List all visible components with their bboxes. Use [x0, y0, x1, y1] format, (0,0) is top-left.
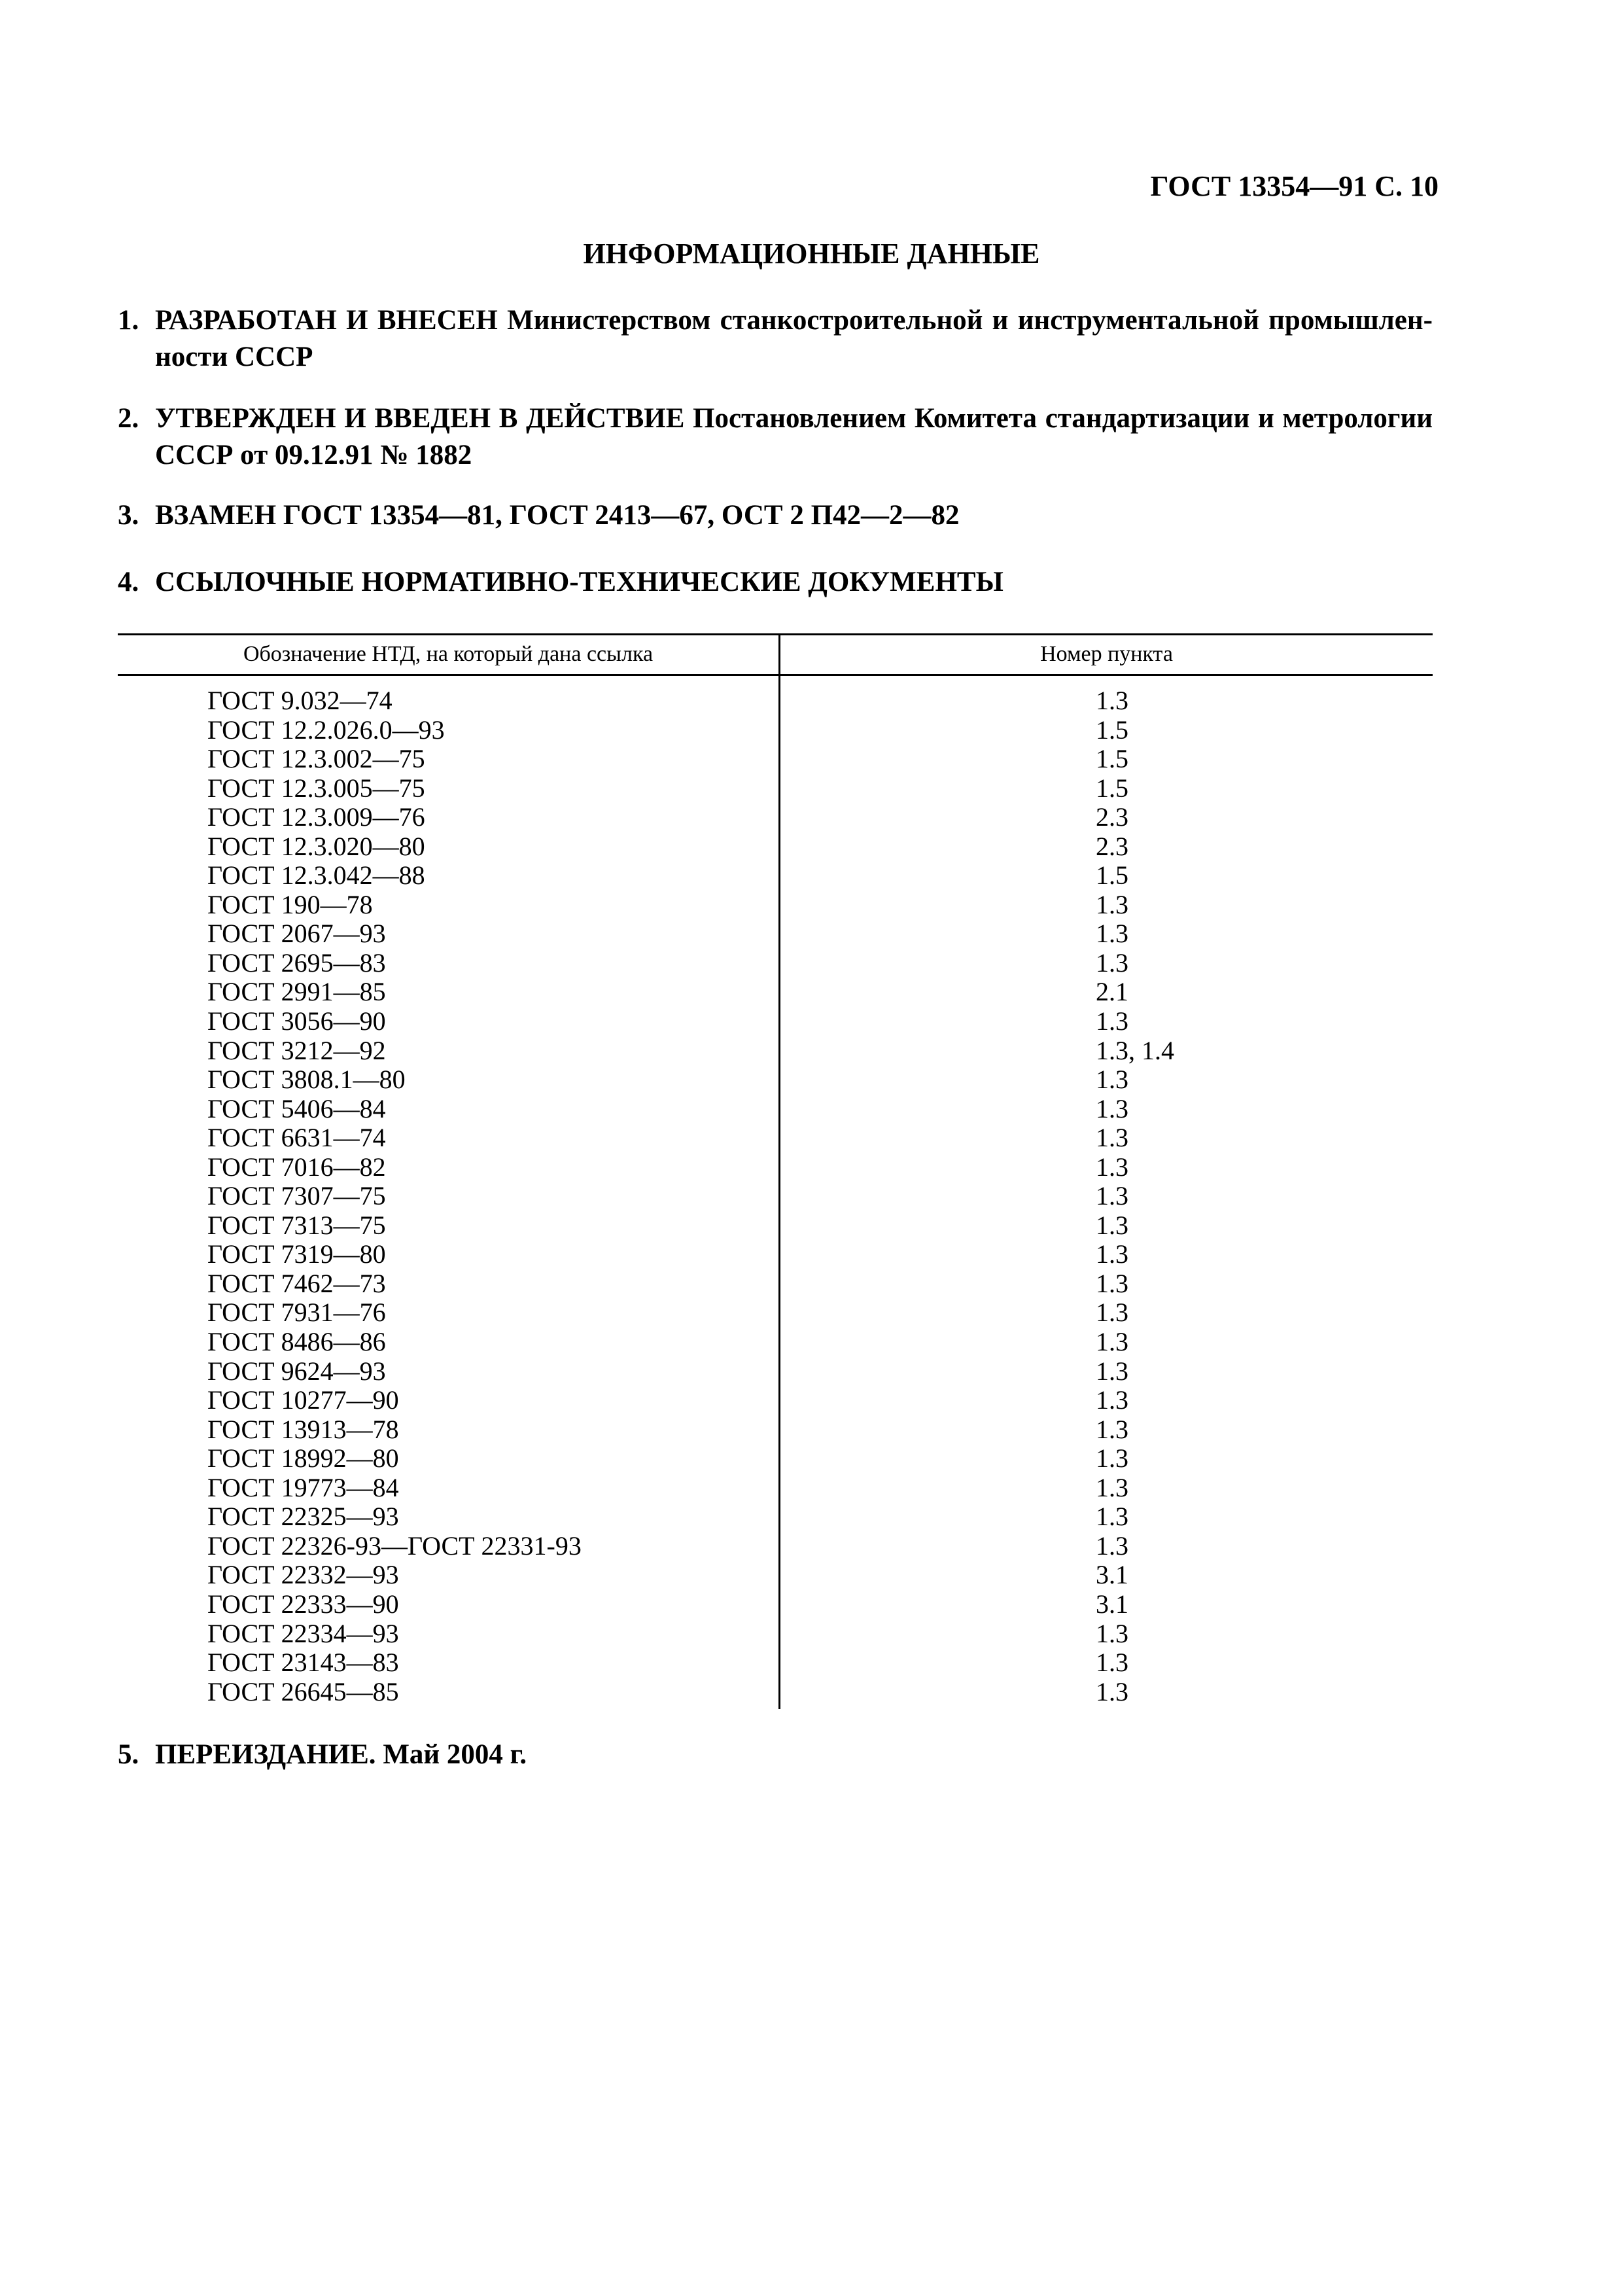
references-table — [118, 633, 1433, 1706]
table-row — [118, 832, 1433, 862]
cell-document: ГОСТ 7931—76 — [207, 1298, 386, 1328]
cell-clause: 1.3 — [1096, 1530, 1128, 1561]
cell-document: ГОСТ 10277—90 — [207, 1385, 399, 1415]
cell-document: ГОСТ 13913—78 — [207, 1414, 399, 1444]
cell-clause: 1.3 — [1096, 1210, 1128, 1240]
cell-document: ГОСТ 12.2.026.0—93 — [207, 715, 445, 745]
item-body: Постановлением Комитета стандартизации и метрологии СССР от 09.12.91 № 1882 — [155, 403, 1433, 470]
cell-clause: 1.3 — [1096, 1268, 1128, 1298]
table-row — [118, 1123, 1433, 1153]
table-row — [118, 1153, 1433, 1182]
cell-clause: 1.3 — [1096, 1414, 1128, 1444]
table-row — [118, 1561, 1433, 1590]
cell-document: ГОСТ 7462—73 — [207, 1268, 386, 1298]
table-row — [118, 1678, 1433, 1707]
cell-document: ГОСТ 8486—86 — [207, 1327, 386, 1357]
cell-document: ГОСТ 3212—92 — [207, 1035, 386, 1065]
cell-clause: 2.3 — [1096, 831, 1128, 861]
cell-clause: 1.3 — [1096, 1385, 1128, 1415]
cell-document: ГОСТ 12.3.042—88 — [207, 860, 425, 891]
cell-document: ГОСТ 3056—90 — [207, 1006, 386, 1036]
table-row — [118, 1328, 1433, 1357]
cell-clause: 1.3 — [1096, 1443, 1128, 1474]
table-row — [118, 1240, 1433, 1269]
table-header-rule — [118, 674, 1433, 676]
cell-clause: 1.3 — [1096, 1123, 1128, 1153]
table-row — [118, 1474, 1433, 1503]
item-lead: ПЕРЕИЗДАНИЕ. — [155, 1739, 376, 1770]
cell-document: ГОСТ 12.3.002—75 — [207, 744, 425, 774]
cell-document: ГОСТ 190—78 — [207, 889, 373, 919]
info-item-approved — [118, 400, 1433, 474]
table-row — [118, 1269, 1433, 1299]
cell-clause: 1.3 — [1096, 1181, 1128, 1211]
table-row — [118, 919, 1433, 949]
cell-clause: 2.3 — [1096, 802, 1128, 832]
item-number: 5. — [118, 1739, 139, 1770]
table-row — [118, 1532, 1433, 1561]
cell-clause: 1.3 — [1096, 1327, 1128, 1357]
cell-clause: 1.3 — [1096, 1648, 1128, 1678]
item-number: 2. — [118, 403, 139, 434]
item-lead: РАЗРАБОТАН И ВНЕСЕН — [155, 305, 498, 336]
cell-document: ГОСТ 12.3.020—80 — [207, 831, 425, 861]
cell-document: ГОСТ 22333—90 — [207, 1589, 399, 1619]
cell-clause: 1.3 — [1096, 1356, 1128, 1386]
table-row — [118, 803, 1433, 832]
cell-clause: 1.5 — [1096, 860, 1128, 891]
item-lead: ССЫЛОЧНЫЕ НОРМАТИВНО-ТЕХНИЧЕСКИЕ ДОКУМЕНТЫ — [155, 567, 1003, 597]
table-row — [118, 949, 1433, 978]
cell-clause: 1.3, 1.4 — [1096, 1035, 1174, 1065]
item-number: 1. — [118, 305, 139, 336]
cell-clause: 1.3 — [1096, 1006, 1128, 1036]
table-row — [118, 978, 1433, 1007]
cell-clause: 1.5 — [1096, 744, 1128, 774]
item-lead: УТВЕРЖДЕН И ВВЕДЕН В ДЕЙСТВИЕ — [155, 403, 685, 434]
cell-clause: 2.1 — [1096, 977, 1128, 1007]
item-text — [155, 564, 1433, 601]
page-header: ГОСТ 13354—91 С. 10 — [1150, 170, 1439, 202]
info-item-developed — [118, 302, 1433, 376]
table-row — [118, 1357, 1433, 1386]
table-row — [118, 716, 1433, 745]
section-title: ИНФОРМАЦИОННЫЕ ДАННЫЕ — [583, 238, 1040, 270]
cell-document: ГОСТ 7313—75 — [207, 1210, 386, 1240]
table-row — [118, 774, 1433, 804]
cell-clause: 1.5 — [1096, 773, 1128, 803]
cell-clause: 1.3 — [1096, 1239, 1128, 1269]
table-row — [118, 1590, 1433, 1619]
table-row — [118, 686, 1433, 716]
cell-clause: 1.3 — [1096, 919, 1128, 949]
cell-clause: 1.3 — [1096, 1676, 1128, 1706]
cell-document: ГОСТ 22325—93 — [207, 1502, 399, 1532]
table-row — [118, 1182, 1433, 1211]
item-text — [155, 302, 1433, 376]
cell-document: ГОСТ 19773—84 — [207, 1472, 399, 1502]
info-item-reissue — [118, 1737, 1433, 1773]
table-row — [118, 891, 1433, 920]
cell-clause: 3.1 — [1096, 1589, 1128, 1619]
cell-document: ГОСТ 18992—80 — [207, 1443, 399, 1474]
item-text — [155, 497, 1433, 534]
table-row — [118, 1211, 1433, 1241]
cell-clause: 1.3 — [1096, 1152, 1128, 1182]
table-row — [118, 1386, 1433, 1415]
cell-document: ГОСТ 22332—93 — [207, 1560, 399, 1590]
table-row — [118, 1298, 1433, 1328]
table-row — [118, 1444, 1433, 1474]
info-item-references — [118, 564, 1433, 601]
cell-document: ГОСТ 7016—82 — [207, 1152, 386, 1182]
cell-document: ГОСТ 5406—84 — [207, 1093, 386, 1123]
cell-clause: 3.1 — [1096, 1560, 1128, 1590]
cell-clause: 1.3 — [1096, 1618, 1128, 1648]
table-row — [118, 1065, 1433, 1095]
table-row — [118, 1619, 1433, 1649]
info-item-replaces — [118, 497, 1433, 534]
cell-document: ГОСТ 2067—93 — [207, 919, 386, 949]
cell-document: ГОСТ 26645—85 — [207, 1676, 399, 1706]
item-text — [155, 400, 1433, 474]
table-row — [118, 1415, 1433, 1445]
item-lead: ВЗАМЕН ГОСТ 13354—81, ГОСТ 2413—67, ОСТ 2 П42—2—82 — [155, 500, 960, 531]
cell-clause: 1.3 — [1096, 1093, 1128, 1123]
table-row — [118, 1007, 1433, 1036]
cell-document: ГОСТ 7307—75 — [207, 1181, 386, 1211]
item-number: 4. — [118, 567, 139, 597]
cell-clause: 1.3 — [1096, 1472, 1128, 1502]
cell-document: ГОСТ 2695—83 — [207, 947, 386, 978]
cell-document: ГОСТ 2991—85 — [207, 977, 386, 1007]
table-row — [118, 1095, 1433, 1124]
cell-document: ГОСТ 12.3.005—75 — [207, 773, 425, 803]
cell-clause: 1.5 — [1096, 715, 1128, 745]
cell-document: ГОСТ 6631—74 — [207, 1123, 386, 1153]
cell-clause: 1.3 — [1096, 947, 1128, 978]
column-header-document: Обозначение НТД, на который дана ссылка — [243, 642, 654, 666]
cell-document: ГОСТ 9624—93 — [207, 1356, 386, 1386]
cell-document: ГОСТ 12.3.009—76 — [207, 802, 425, 832]
item-body: Май 2004 г. — [375, 1739, 527, 1770]
cell-clause: 1.3 — [1096, 1065, 1128, 1095]
cell-document: ГОСТ 3808.1—80 — [207, 1065, 406, 1095]
table-row — [118, 1648, 1433, 1678]
cell-clause: 1.3 — [1096, 1502, 1128, 1532]
table-row — [118, 745, 1433, 774]
table-row — [118, 1502, 1433, 1532]
cell-document: ГОСТ 9.032—74 — [207, 686, 393, 715]
cell-document: ГОСТ 22326-93—ГОСТ 22331-93 — [207, 1530, 582, 1561]
item-number: 3. — [118, 500, 139, 531]
table-body — [118, 686, 1433, 1706]
table-row — [118, 861, 1433, 891]
cell-clause: 1.3 — [1096, 686, 1128, 715]
cell-clause: 1.3 — [1096, 889, 1128, 919]
column-header-clause: Номер пункта — [1040, 642, 1173, 666]
cell-document: ГОСТ 22334—93 — [207, 1618, 399, 1648]
cell-document: ГОСТ 23143—83 — [207, 1648, 399, 1678]
table-row — [118, 1036, 1433, 1066]
cell-document: ГОСТ 7319—80 — [207, 1239, 386, 1269]
cell-clause: 1.3 — [1096, 1298, 1128, 1328]
item-text — [155, 1737, 1433, 1773]
item-body: Министерством станкостроительной и инструментальной промышленности СССР — [155, 305, 1433, 372]
table-top-rule — [118, 633, 1433, 635]
